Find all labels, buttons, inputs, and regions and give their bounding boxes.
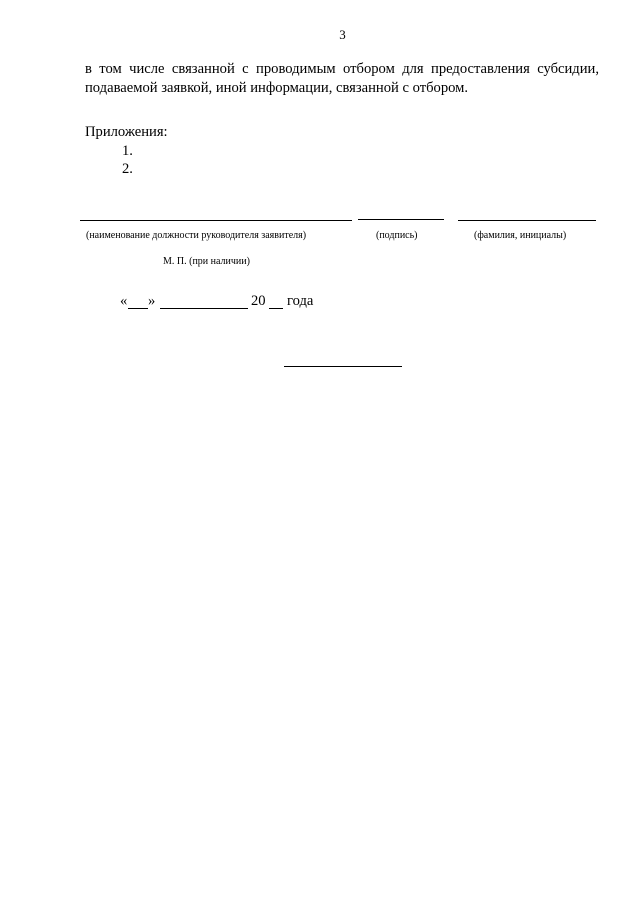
attachment-item-1: 1. xyxy=(122,143,133,159)
attachment-item-2: 2. xyxy=(122,161,133,177)
month-blank-line xyxy=(160,308,248,309)
signature-blank-line xyxy=(358,219,444,220)
body-text-line-1: в том числе связанной с проводимым отбором для предоставления субсидии, xyxy=(85,61,599,77)
year-blank-line xyxy=(269,308,283,309)
signature-caption: (подпись) xyxy=(376,230,418,241)
attachments-heading: Приложения: xyxy=(85,124,168,140)
date-quote-open: « xyxy=(120,293,128,309)
date-quote-close: » xyxy=(148,293,156,309)
end-divider xyxy=(284,366,402,367)
day-blank-line xyxy=(128,308,148,309)
date-year-word: года xyxy=(287,293,314,309)
page-number: 3 xyxy=(339,27,346,42)
date-year-prefix: 20 xyxy=(251,293,266,309)
position-caption: (наименование должности руководителя заявителя) xyxy=(86,230,307,241)
body-text-line-2: подаваемой заявкой, иной информации, связанной с отбором. xyxy=(85,80,469,96)
position-blank-line xyxy=(80,220,352,221)
name-caption: (фамилия, инициалы) xyxy=(474,230,567,241)
name-blank-line xyxy=(458,220,596,221)
seal-label: М. П. (при наличии) xyxy=(163,256,250,267)
